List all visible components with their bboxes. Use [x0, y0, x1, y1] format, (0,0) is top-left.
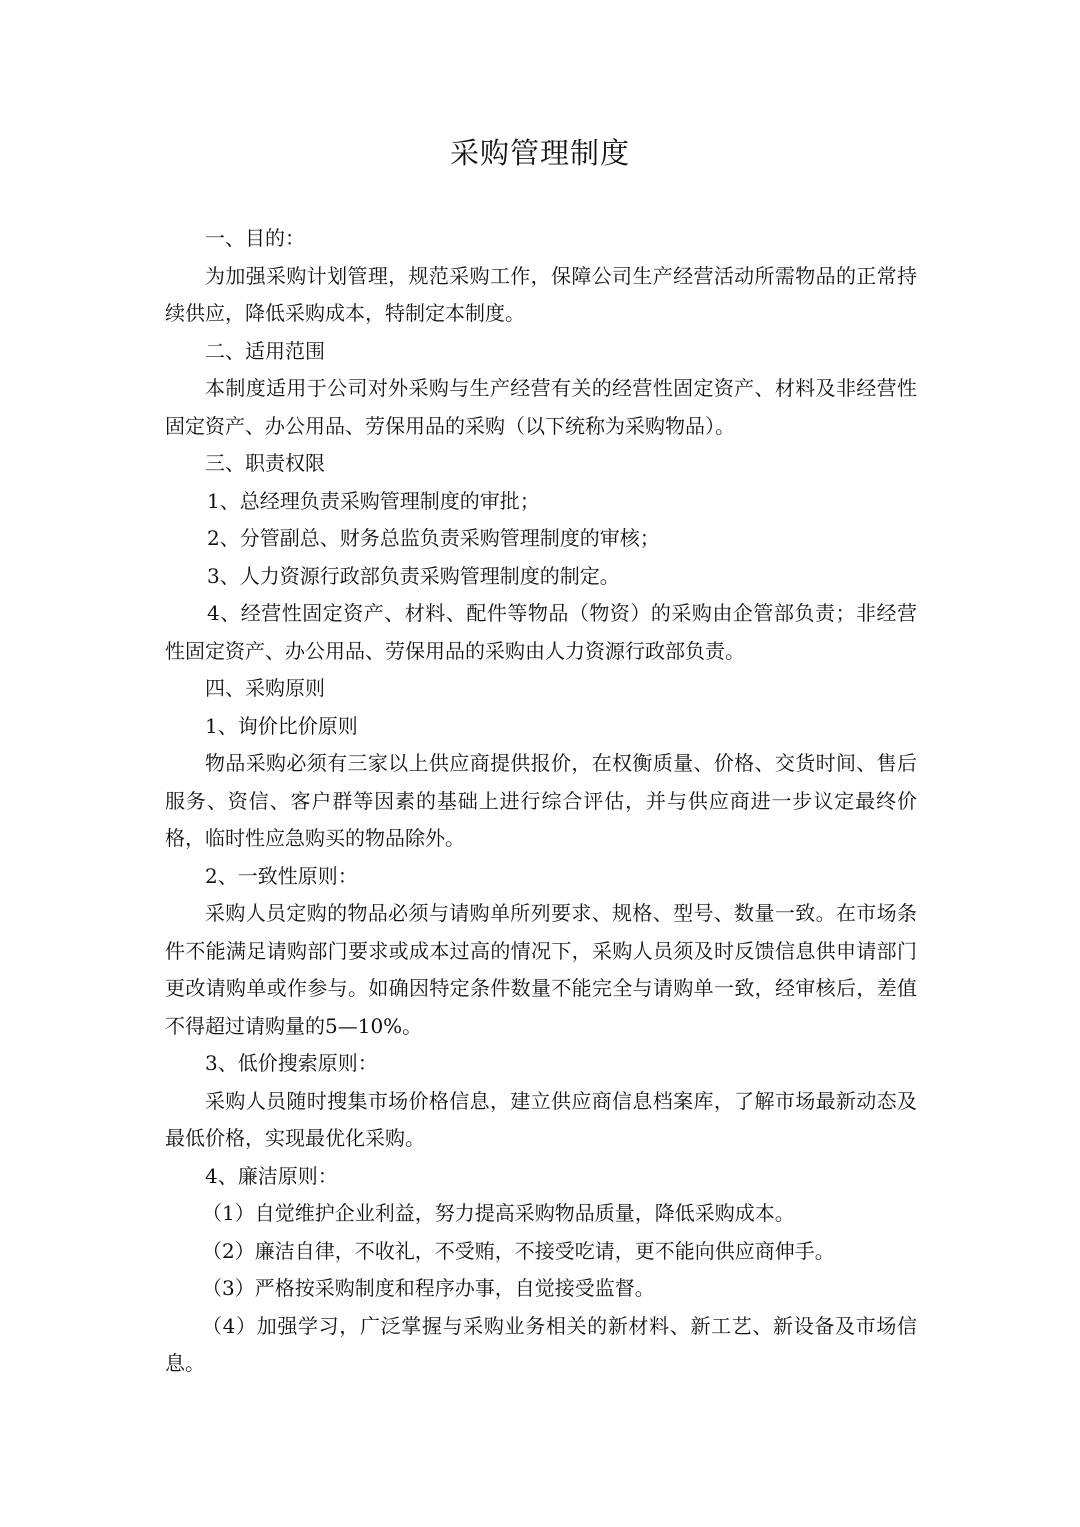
responsibility-item-4: 4、经营性固定资产、材料、配件等物品（物资）的采购由企管部负责；非经营性固定资产、办公用品、劳保用品的采购由人力资源行政部负责。	[165, 601, 917, 663]
principle-heading-4: 4、廉洁原则：	[205, 1163, 338, 1188]
responsibility-item-3: 3、人力资源行政部负责采购管理制度的制定。	[207, 563, 620, 588]
section-heading-purpose: 一、目的：	[205, 226, 305, 250]
paragraph-principle-3: 采购人员随时搜集市场价格信息，建立供应商信息档案库，了解市场最新动态及最低价格，实现最优化采购。	[165, 1088, 917, 1150]
integrity-item-2: （2）廉洁自律，不收礼，不受贿，不接受吃请，更不能向供应商伸手。	[202, 1238, 835, 1263]
integrity-item-3: （3）严格按采购制度和程序办事，自觉接受监督。	[202, 1276, 655, 1300]
integrity-item-4: （4）加强学习，广泛掌握与采购业务相关的新材料、新工艺、新设备及市场信息。	[165, 1313, 917, 1375]
principle-heading-1: 1、询价比价原则	[205, 713, 358, 738]
document-body	[165, 220, 917, 1383]
paragraph-principle-1: 物品采购必须有三家以上供应商提供报价，在权衡质量、价格、交货时间、售后服务、资信、客户群等因素的基础上进行综合评估，并与供应商进一步议定最终价格，临时性应急购买的物品除外。	[165, 751, 917, 850]
principle-heading-2: 2、一致性原则：	[205, 863, 358, 888]
integrity-item-1: （1）自觉维护企业利益，努力提高采购物品质量，降低采购成本。	[202, 1201, 795, 1225]
responsibility-item-1: 1、总经理负责采购管理制度的审批；	[207, 488, 540, 513]
section-heading-scope: 二、适用范围	[205, 338, 325, 363]
paragraph-purpose: 为加强采购计划管理，规范采购工作，保障公司生产经营活动所需物品的正常持续供应，降低采购成本，特制定本制度。	[165, 263, 917, 325]
page-title: 采购管理制度	[449, 136, 630, 170]
section-heading-principles: 四、采购原则	[205, 676, 325, 700]
paragraph-scope: 本制度适用于公司对外采购与生产经营有关的经营性固定资产、材料及非经营性固定资产、办公用品、劳保用品的采购（以下统称为采购物品）。	[165, 376, 917, 438]
section-heading-responsibilities: 三、职责权限	[205, 451, 325, 475]
principle-heading-3: 3、低价搜索原则：	[205, 1051, 378, 1075]
paragraph-principle-2: 采购人员定购的物品必须与请购单所列要求、规格、型号、数量一致。在市场条件不能满足请购部门要求或成本过高的情况下，采购人员须及时反馈信息供申请部门更改请购单或作参与。如确因特定条件数量不能完全与请购单一致，经审核后，差值不得超过请购量的5—10%。	[165, 901, 917, 1038]
responsibility-item-2: 2、分管副总、财务总监负责采购管理制度的审核；	[207, 526, 660, 550]
